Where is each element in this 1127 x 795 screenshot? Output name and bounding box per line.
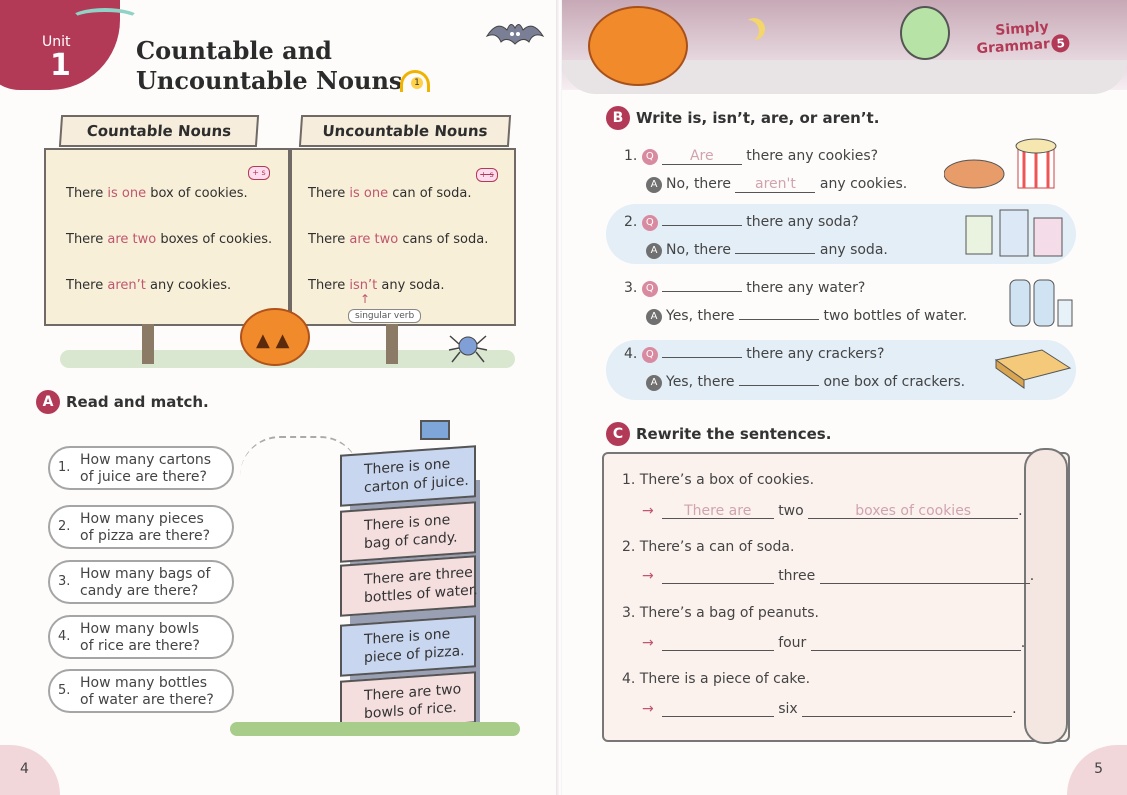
rewrite-3-answer: → four . [642, 635, 1026, 651]
rewrite-4-prompt: 4. There is a piece of cake. [622, 671, 811, 687]
item-2-question: 2. Q there any soda? [624, 214, 859, 230]
answer-panel-4[interactable]: There is one piece of pizza. [340, 615, 476, 677]
unit-word: Unit [42, 34, 71, 50]
item-1-q-blank[interactable]: Are [662, 148, 742, 165]
plus-s-note: + s [248, 166, 270, 180]
item-2-answer: A No, there any soda. [646, 242, 888, 259]
headphones-icon[interactable] [400, 70, 430, 92]
grass-strip [230, 722, 520, 736]
plus-s-crossed-note: + s [476, 168, 498, 182]
title-line-2: Uncountable Nouns [136, 66, 403, 95]
page-number: 4 [20, 761, 29, 777]
page-number: 5 [1094, 761, 1103, 777]
question-cloud-5[interactable]: 5. How many bottles of water are there? [48, 669, 234, 713]
uncountable-row-2: There are two cans of soda. [308, 232, 489, 247]
uncountable-heading: Uncountable Nouns [299, 115, 511, 147]
item-4-answer: A Yes, there one box of crackers. [646, 374, 965, 391]
rewrite-3-blank-1[interactable] [662, 635, 774, 651]
tower-roof [420, 420, 450, 440]
brand-logo: Simply Grammar 5 [975, 19, 1070, 58]
rewrite-1-prompt: 1. There’s a box of cookies. [622, 472, 815, 488]
spider-icon [448, 328, 488, 368]
section-c-heading: C Rewrite the sentences. [606, 422, 831, 446]
rewrite-2-answer: → three . [642, 568, 1035, 584]
rewrite-2-blank-2[interactable] [820, 568, 1030, 584]
item-2-a-blank[interactable] [735, 253, 815, 254]
item-1-a-blank[interactable]: aren't [735, 176, 815, 193]
rewrite-2-blank-1[interactable] [662, 568, 774, 584]
pumpkin-icon: ▲ ▲ [240, 308, 310, 366]
rewrite-4-answer: → six . [642, 701, 1017, 717]
page-corner [0, 745, 60, 795]
page-title [136, 36, 402, 96]
swoosh-decoration [70, 8, 140, 30]
uncountable-row-1: There is one can of soda. [308, 186, 472, 201]
rewrite-1-answer: → There are two boxes of cookies . [642, 503, 1023, 519]
item-1-question: 1. Q Are there any cookies? [624, 148, 879, 164]
countable-row-3: There aren’t any cookies. [66, 278, 232, 293]
sign-post [386, 324, 398, 364]
scroll-roll [1024, 448, 1068, 744]
countable-board [44, 148, 290, 326]
crackers-box-icon [992, 346, 1076, 392]
answer-panel-2[interactable]: There is one bag of candy. [340, 501, 476, 563]
answer-panel-3[interactable]: There are three bottles of water. [340, 555, 476, 617]
sign-post [142, 324, 154, 364]
right-page [562, 0, 1127, 795]
audio-track-number: 1 [411, 77, 423, 89]
bat-icon [485, 14, 545, 54]
rewrite-1-blank-2[interactable]: boxes of cookies [808, 503, 1018, 519]
question-cloud-4[interactable]: 4. How many bowls of rice are there? [48, 615, 234, 659]
moon-icon [737, 20, 759, 42]
rewrite-4-blank-2[interactable] [802, 701, 1012, 717]
item-1-answer: A No, there aren't any cookies. [646, 176, 907, 193]
unit-number: 1 [50, 48, 71, 83]
item-4-a-blank[interactable] [739, 385, 819, 386]
section-a-heading: A Read and match. [36, 390, 209, 414]
question-cloud-3[interactable]: 3. How many bags of candy are there? [48, 560, 234, 604]
witch-icon [900, 6, 950, 60]
rewrite-3-blank-2[interactable] [811, 635, 1021, 651]
countable-heading: Countable Nouns [59, 115, 259, 147]
item-4-q-blank[interactable] [662, 357, 742, 358]
rewrite-1-blank-1[interactable]: There are [662, 503, 774, 519]
question-cloud-2[interactable]: 2. How many pieces of pizza are there? [48, 505, 234, 549]
rewrite-2-prompt: 2. There’s a can of soda. [622, 539, 795, 555]
countable-row-1: There is one box of cookies. [66, 186, 248, 201]
section-c-badge: C [606, 422, 630, 446]
cookies-popcorn-icon [944, 138, 1074, 194]
drinks-cartons-icon [962, 206, 1072, 262]
countable-row-2: There are two boxes of cookies. [66, 232, 273, 247]
item-3-q-blank[interactable] [662, 291, 742, 292]
item-3-question: 3. Q there any water? [624, 280, 866, 296]
jack-o-lantern-icon [588, 6, 688, 86]
rewrite-scroll [602, 452, 1070, 742]
item-3-a-blank[interactable] [739, 319, 819, 320]
uncountable-row-3: There isn’t any soda. [308, 278, 445, 293]
answer-panel-5[interactable]: There are two bowls of rice. [340, 671, 476, 733]
question-cloud-1[interactable]: 1. How many cartons of juice are there? [48, 446, 234, 490]
item-4-question: 4. Q there any crackers? [624, 346, 885, 362]
title-line-1: Countable and [136, 36, 332, 65]
arrow-up-icon: ↑ [360, 292, 371, 306]
uncountable-board [290, 148, 516, 326]
singular-verb-label: singular verb [348, 309, 421, 323]
item-3-answer: A Yes, there two bottles of water. [646, 308, 967, 325]
section-b-heading: B Write is, isn’t, are, or aren’t. [606, 106, 879, 130]
item-2-q-blank[interactable] [662, 225, 742, 226]
answer-panel-1[interactable]: There is one carton of juice. [340, 445, 476, 507]
section-a-badge: A [36, 390, 60, 414]
rewrite-3-prompt: 3. There’s a bag of peanuts. [622, 605, 819, 621]
section-b-badge: B [606, 106, 630, 130]
rewrite-4-blank-1[interactable] [662, 701, 774, 717]
left-page [0, 0, 558, 795]
water-bottles-icon [1006, 274, 1076, 330]
